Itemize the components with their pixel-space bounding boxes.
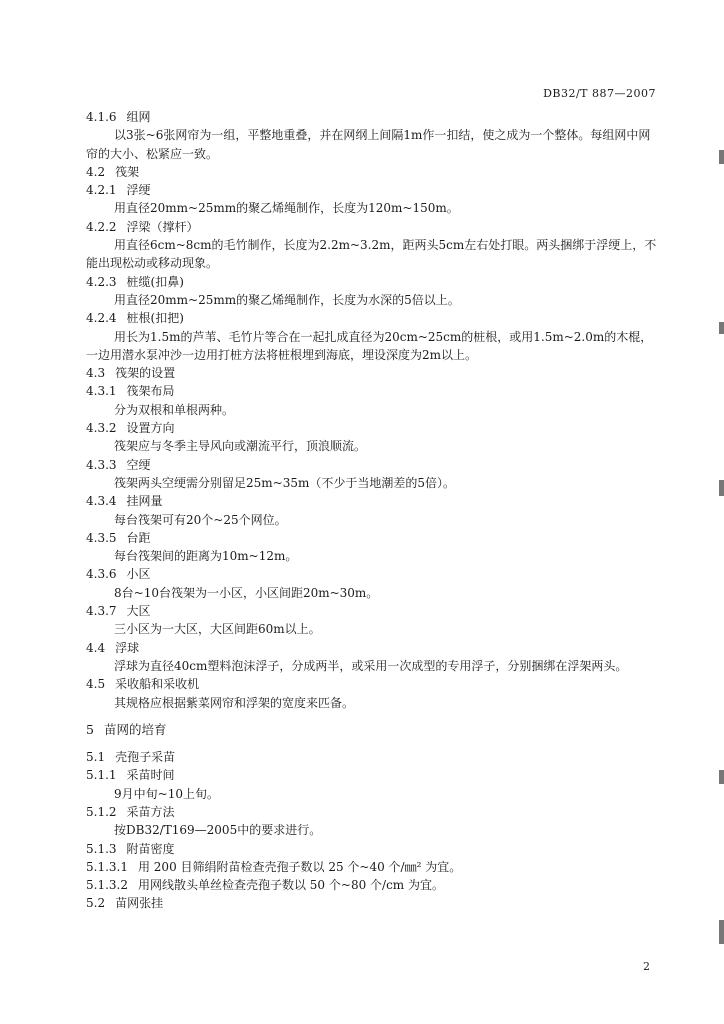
section-title: 桩根(扣把): [126, 311, 184, 326]
section-title: 桩缆(扣鼻): [126, 274, 184, 289]
section-heading: [86, 364, 658, 382]
section-title: 筏架布局: [126, 384, 175, 399]
document-body: [86, 108, 658, 913]
section-heading: [86, 419, 658, 437]
section-number: 5.1.3.1: [86, 859, 128, 874]
section-title: 组网: [126, 110, 151, 124]
section-number: 4.2.3: [86, 274, 117, 289]
body-paragraph: 8台~10台筏架为一小区，小区间距20m~30m。: [114, 585, 379, 600]
section-number: 4.3: [86, 366, 106, 381]
section-number: 4.5: [86, 677, 106, 692]
section-heading: [86, 163, 658, 181]
body-paragraph: 筏架应与冬季主导风向或潮流平行，顶浪顺流。: [114, 439, 367, 454]
section-number: 4.2.4: [86, 311, 117, 326]
section-title: 用 200 目筛绢附苗检查壳孢子数以 25 个~40 个/㎜² 为宜。: [137, 859, 462, 874]
body-paragraph: 筏架两头空绠需分别留足25m~35m（不少于当地潮差的5倍）。: [114, 475, 455, 490]
body-paragraph: 用直径20mm~25mm的聚乙烯绳制作，长度为水深的5倍以上。: [114, 292, 460, 307]
section-number: 4.2.1: [86, 183, 117, 198]
section-heading: [86, 565, 658, 583]
section-heading: [86, 894, 658, 912]
section-heading: [86, 840, 658, 858]
section-heading: [86, 602, 658, 620]
section-number: 5.1.1: [86, 768, 117, 783]
section-title: 壳孢子采苗: [115, 750, 176, 765]
page-number: 2: [643, 960, 650, 973]
section-title: 附苗密度: [126, 841, 175, 856]
body-paragraph: 按DB32/T169—2005中的要求进行。: [114, 823, 322, 838]
section-number: 4.3.6: [86, 567, 117, 582]
section-title: 设置方向: [126, 421, 175, 436]
section-heading: [86, 273, 658, 291]
section-title: 筏架: [115, 164, 140, 179]
section-title: 苗网的培育: [103, 721, 167, 737]
section-number: 4.2.2: [86, 219, 117, 234]
body-paragraph: 用长为1.5m的芦苇、毛竹片等合在一起扎成直径为20cm~25cm的桩根，或用1.5m~2.0m的木棍，一边用潜水泵冲沙一边用打桩方法将桩根埋到海底，埋设深度为2m以上。: [86, 329, 653, 362]
section-title: 苗网张挂: [115, 896, 164, 911]
body-paragraph: 每台筏架可有20个~25个网位。: [114, 512, 287, 527]
section-number: 4.1.6: [86, 110, 117, 124]
section-number: 4.3.1: [86, 384, 117, 399]
body-paragraph: 用直径6cm~8cm的毛竹制作，长度为2.2m~3.2m，距两头5cm左右处打眼。两头捆绑于浮绠上，不能出现松动或移动现象。: [86, 238, 657, 271]
body-paragraph: 分为双根和单根两种。: [114, 402, 235, 417]
body-paragraph: 三小区为一大区，大区间距60m以上。: [114, 622, 321, 637]
section-number: 5.1.3.2: [86, 878, 128, 893]
section-number: 5.2: [86, 896, 106, 911]
section-title: 浮绠: [126, 183, 151, 198]
body-paragraph: 以3张~6张网帘为一组，平整地重叠，并在网纲上间隔1m作一扣结，使之成为一个整体。每组网中网帘的大小、松紧应一致。: [86, 128, 651, 161]
section-title: 浮球: [115, 640, 140, 655]
section-title: 采收船和采收机: [115, 677, 200, 692]
section-heading: [86, 766, 658, 784]
scan-edge-mark: [719, 150, 724, 164]
section-title: 空绠: [126, 457, 151, 472]
section-heading: [86, 529, 658, 547]
scan-edge-mark: [719, 920, 724, 944]
section-number: 5: [86, 721, 94, 737]
section-title: 大区: [126, 604, 151, 619]
section-number: 4.2: [86, 164, 106, 179]
section-number: 4.3.2: [86, 421, 117, 436]
section-number: 5.1: [86, 750, 106, 765]
section-number: 4.4: [86, 640, 106, 655]
section-title: 采苗方法: [126, 804, 175, 819]
body-paragraph: 浮球为直径40cm塑料泡沫浮子，分成两半，或采用一次成型的专用浮子，分别捆绑在浮架两头。: [114, 658, 628, 673]
chapter-heading: [86, 721, 658, 739]
section-heading: [86, 218, 658, 236]
section-number: 4.3.7: [86, 604, 117, 619]
scan-edge-mark: [719, 480, 724, 496]
scan-edge-mark: [719, 322, 724, 334]
body-paragraph: 每台筏架间的距离为10m~12m。: [114, 549, 298, 564]
section-heading: [86, 639, 658, 657]
section-heading: [86, 876, 658, 894]
section-number: 4.3.5: [86, 530, 117, 545]
section-title: 采苗时间: [126, 768, 175, 783]
scan-edge-mark: [719, 770, 724, 784]
section-number: 4.3.3: [86, 457, 117, 472]
section-title: 用网线散头单丝检查壳孢子数以 50 个~80 个/cm 为宜。: [137, 878, 444, 893]
body-paragraph: 用直径20mm~25mm的聚乙烯绳制作，长度为120m~150m。: [114, 201, 459, 216]
section-title: 浮梁（撑杆）: [126, 219, 199, 234]
section-number: 5.1.3: [86, 841, 117, 856]
section-heading: [86, 803, 658, 821]
section-title: 挂网量: [126, 494, 163, 509]
section-heading: [86, 108, 658, 126]
section-heading: [86, 675, 658, 693]
body-paragraph: 其规格应根据紫菜网帘和浮架的宽度来匹备。: [114, 695, 355, 710]
standard-code: DB32/T 887—2007: [543, 87, 656, 100]
section-title: 小区: [126, 567, 151, 582]
section-heading: [86, 181, 658, 199]
section-title: 台距: [126, 530, 151, 545]
section-number: 5.1.2: [86, 804, 117, 819]
section-title: 筏架的设置: [115, 366, 176, 381]
section-heading: [86, 748, 658, 766]
section-heading: [86, 309, 658, 327]
section-number: 4.3.4: [86, 494, 117, 509]
section-heading: [86, 456, 658, 474]
section-heading: [86, 382, 658, 400]
body-paragraph: 9月中旬~10上旬。: [114, 786, 219, 801]
section-heading: [86, 858, 658, 876]
section-heading: [86, 492, 658, 510]
